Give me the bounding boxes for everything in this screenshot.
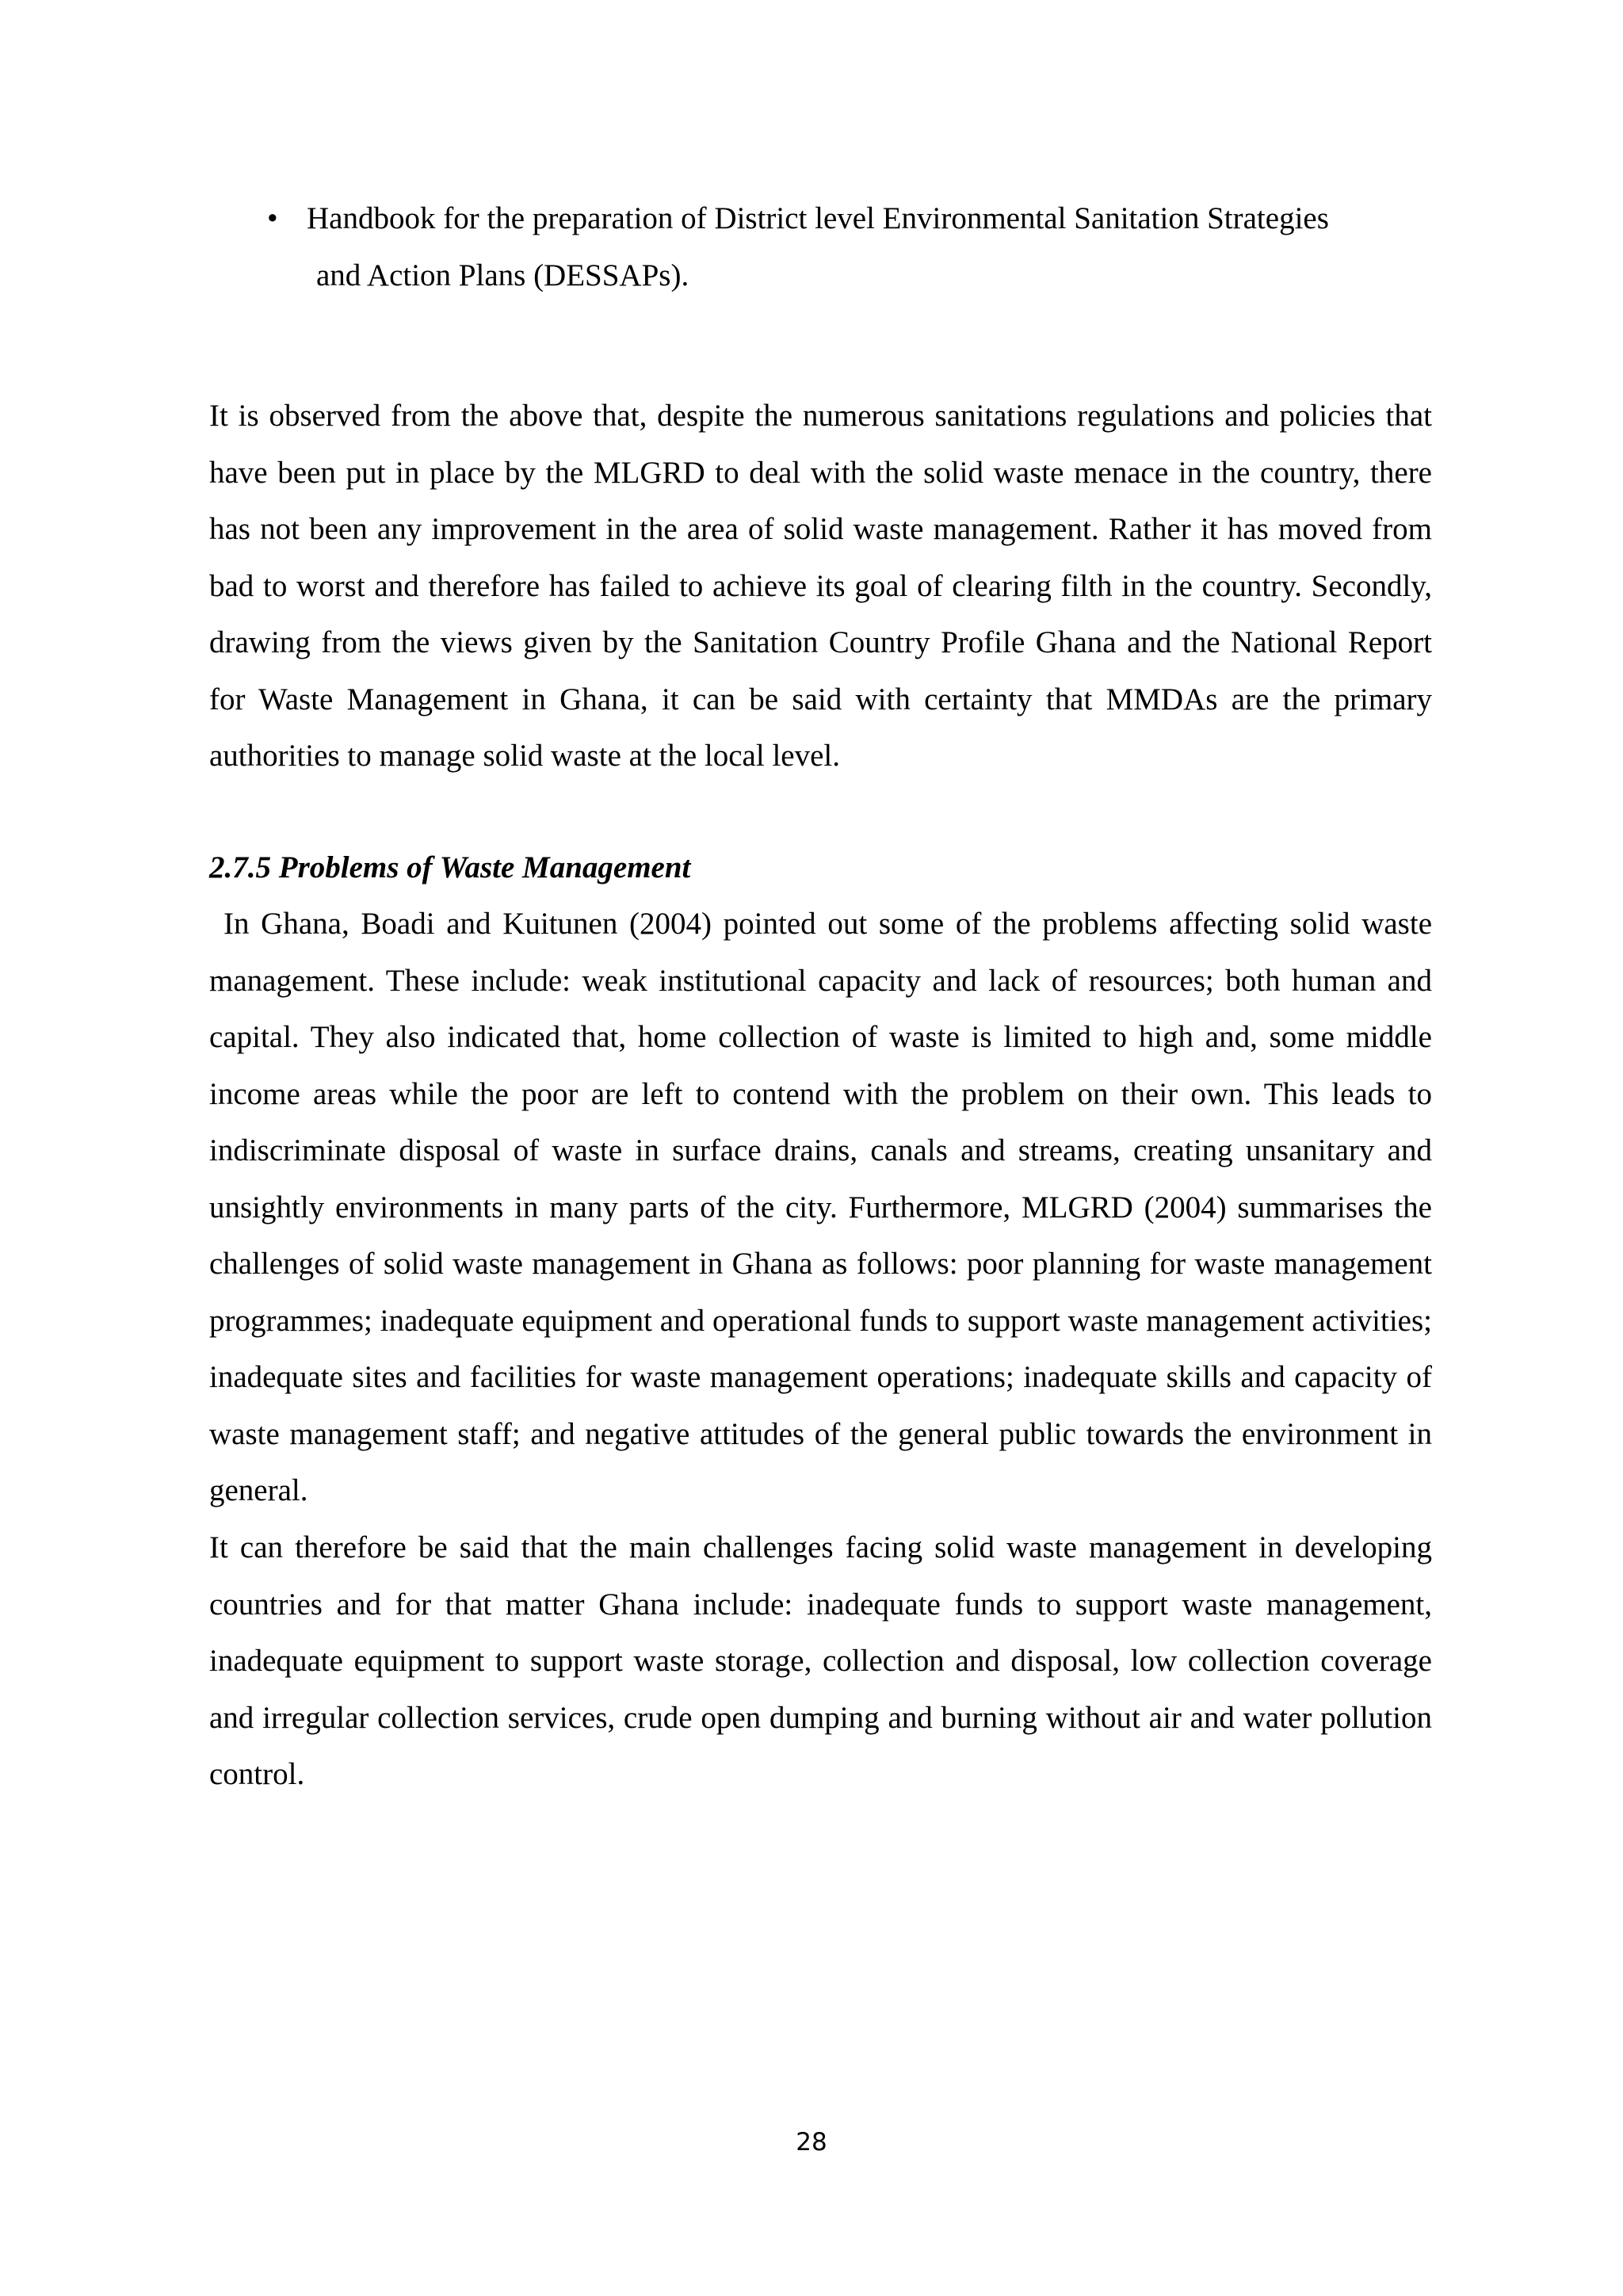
bullet-text bbox=[307, 190, 1432, 304]
bullet-text-line-2: and Action Plans (DESSAPs). bbox=[316, 258, 689, 292]
paragraph-2: In Ghana, Boadi and Kuitunen (2004) pointed out some of the problems affecting solid waste management. These include: weak institutional capacity and lack of resources; both human and capital. They also indicated that, home collection of waste is limited to high and, some middle income areas while the poor are left to contend with the problem on their own. This leads to indiscriminate disposal of waste in surface drains, canals and streams, creating unsanitary and unsightly environments in many parts of the city. Furthermore, MLGRD (2004) summarises the challenges of solid waste management in Ghana as follows: poor planning for waste management programmes; inadequate equipment and operational funds to support waste management activities; inadequate sites and facilities for waste management operations; inadequate skills and capacity of waste management staff; and negative attitudes of the general public towards the environment in general. bbox=[209, 907, 1432, 1507]
bullet-list-item bbox=[267, 190, 1432, 304]
page-number: 28 bbox=[796, 2128, 827, 2157]
paragraph-3: It can therefore be said that the main challenges facing solid waste management in developing countries and for that matter Ghana include: inadequate funds to support waste management, inadequate equipment to support waste storage, collection and disposal, low collection coverage and irregular collection services, crude open dumping and burning without air and water pollution control. bbox=[209, 1530, 1432, 1791]
bullet-text-line-1: Handbook for the preparation of District level Environmental Sanitation Strategies bbox=[307, 201, 1329, 235]
bullet-symbol: • bbox=[267, 201, 278, 235]
paragraph-1: It is observed from the above that, despite the numerous sanitations regulations and policies that have been put in place by the MLGRD to deal with the solid waste menace in the country, there has not been any improvement in the area of solid waste management. Rather it has moved from bad to worst and therefore has failed to achieve its goal of clearing filth in the country. Secondly, drawing from the views given by the Sanitation Country Profile Ghana and the National Report for Waste Management in Ghana, it can be said with certainty that MMDAs are the primary authorities to manage solid waste at the local level. bbox=[209, 399, 1432, 773]
section-heading: 2.7.5 Problems of Waste Management bbox=[209, 850, 691, 884]
